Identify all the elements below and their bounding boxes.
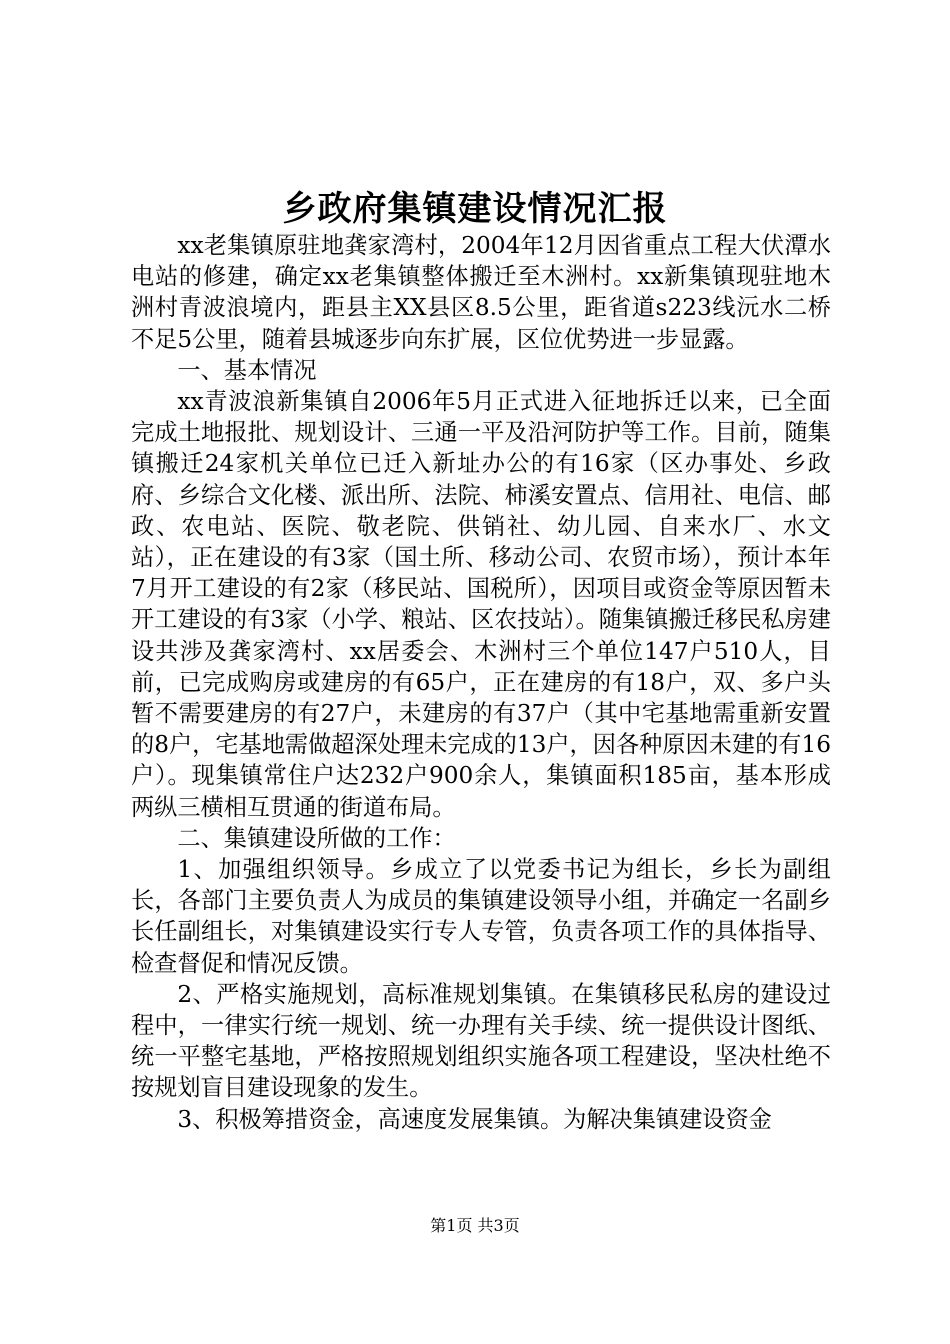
paragraph-work-item-2: 2、严格实施规划，高标准规划集镇。在集镇移民私房的建设过程中，一律实行统一规划、统一办理有关手续、统一提供设计图纸、统一平整宅基地，严格按照规划组织实施各项工程建设，坚决杜绝不按规划盲目建设现象的发生。 [131, 980, 831, 1102]
paragraph-work-item-1: 1、加强组织领导。乡成立了以党委书记为组长，乡长为副组长，各部门主要负责人为成员的集镇建设领导小组，并确定一名副乡长任副组长，对集镇建设实行专人专管，负责各项工作的具体指导、检查督促和情况反馈。 [131, 856, 831, 977]
paragraph-work-item-3: 3、积极筹措资金，高速度发展集镇。为解决集镇建设资金 [177, 1105, 772, 1133]
section-heading-basic: 一、基本情况 [177, 356, 317, 384]
paragraph-basic-situation: xx青波浪新集镇自2006年5月正式进入征地拆迁以来，已全面完成土地报批、规划设计、三通一平及沿河防护等工作。目前，随集镇搬迁24家机关单位已迁入新址办公的有16家（区办事处、乡政府、乡综合文化楼、派出所、法院、柿溪安置点、信用社、电信、邮政、农电站、医院、敬老院、供销社、幼儿园、自来水厂、水文站），正在建设的有3家（国土所、移动公司、农贸市场），预计本年7月开工建设的有2家（移民站、国税所），因项目或资金等原因暂未开工建设的有3家（小学、粮站、区农技站）。随集镇搬迁移民私房建设共涉及龚家湾村、xx居委会、木洲村三个单位147户510人，目前，已完成购房或建房的有65户，正在建房的有18户，双、多户头暂不需要建房的有27户，未建房的有37户（其中宅基地需重新安置的8户，宅基地需做超深处理未完成的13户，因各种原因未建的有16户）。现集镇常住户达232户900余人，集镇面积185亩，基本形成两纵三横相互贯通的街道布局。 [131, 388, 831, 821]
document-title: 乡政府集镇建设情况汇报 [282, 189, 668, 229]
section-heading-work: 二、集镇建设所做的工作： [177, 824, 456, 852]
paragraph-intro: xx老集镇原驻地龚家湾村，2004年12月因省重点工程大伏潭水电站的修建，确定xx老集镇整体搬迁至木洲村。xx新集镇现驻地木洲村青波浪境内，距县主XX县区8.5公里，距省道s223线沅水二桥不足5公里，随着县城逐步向东扩展，区位优势进一步显露。 [131, 232, 831, 353]
document-body [131, 230, 831, 1135]
page-footer: 第1页 共3页 [430, 1216, 520, 1235]
